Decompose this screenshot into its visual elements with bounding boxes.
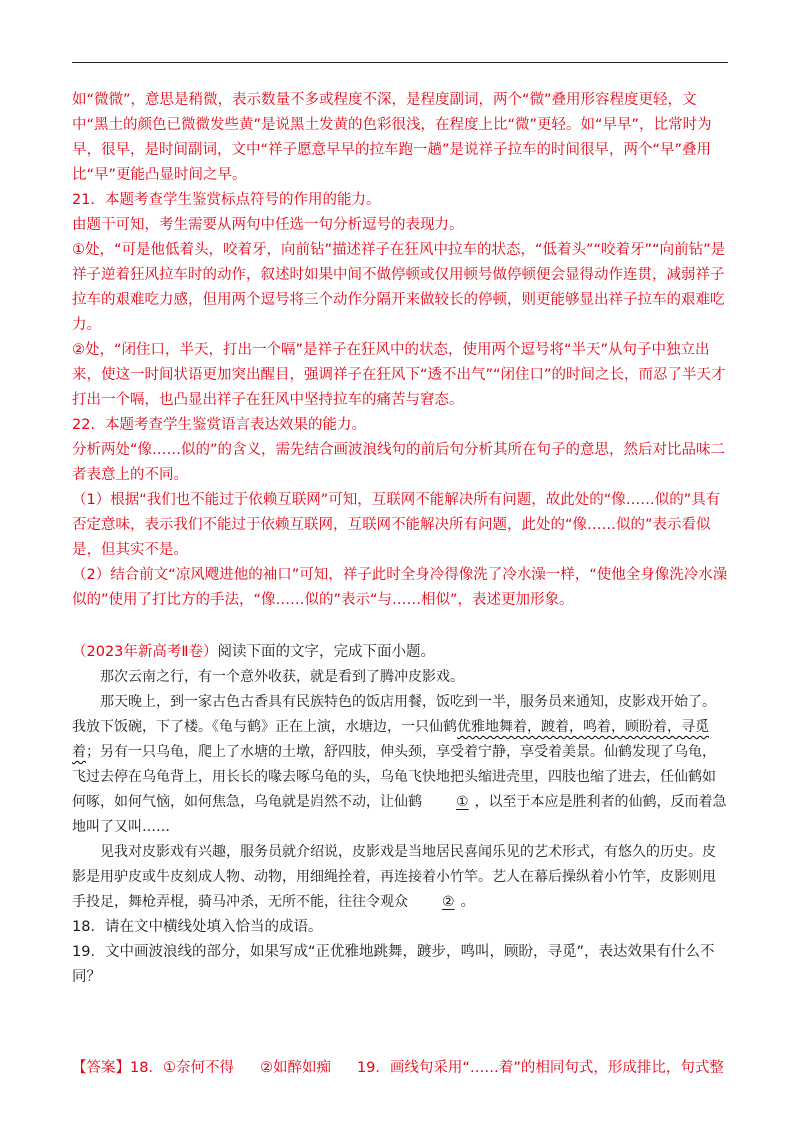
content-column [72, 88, 728, 1081]
question-instruction: 阅读下面的文字，完成下面小题。 [217, 644, 436, 660]
explanation-paragraph: ②处，“闭住口，半天，打出一个嗝”是祥子在狂风中的状态，使用两个逗号将“半天”从句子中独立出来，使这一时间状语更加突出醒目，强调祥子在狂风下“透不出气”“闭住口”的时间之长，而忍了半天才打出一个嗝，也凸显出祥子在狂风中坚持拉车的痛苦与窘态。 [72, 342, 726, 408]
explanation-paragraph: 由题干可知，考生需要从两句中任选一句分析逗号的表现力。 [72, 217, 464, 233]
answer-q18-number: 18． [130, 1060, 163, 1076]
header-rule [72, 62, 728, 63]
explanation-paragraph: ①处，“可是他低着头，咬着牙，向前钻”描述祥子在狂风中拉车的状态，“低着头”“咬着牙”“向前钻”是祥子逆着狂风拉车时的动作，叙述时如果中间不做停顿或仅用顿号做停顿便会显得动作连贯，减弱祥子拉车的艰难吃力感，但用两个逗号将三个动作分隔开来做较长的停顿，则更能够显出祥子拉车的艰难吃力。 [72, 242, 726, 333]
passage-paragraph-1: 那次云南之行，有一个意外收获，就是看到了腾冲皮影戏。 [100, 669, 464, 685]
question-18: 18．请在文中横线处填入恰当的成语。 [72, 919, 323, 935]
fill-blank-1: ① [456, 794, 469, 810]
question-intro [72, 640, 728, 665]
answer-18-item-1: ①奈何不得 [162, 1060, 234, 1076]
question-source: （2023年新高考Ⅱ卷） [72, 644, 218, 660]
passage-paragraph-2 [72, 690, 728, 840]
passage-text: ，以至于本应是胜利者的仙鹤，反而着急地叫了又叫…… [72, 794, 727, 835]
answer-19-text: 画线句采用“……着”的相同句式，形成排比，句式整 [389, 1060, 724, 1076]
fill-blank-2: ② [442, 894, 455, 910]
explanation-paragraph: 22．本题考查学生鉴赏语言表达效果的能力。 [72, 417, 366, 433]
explanation-paragraph: 21．本题考查学生鉴赏标点符号的作用的能力。 [72, 192, 381, 208]
answer-label: 【答案】 [72, 1060, 130, 1076]
question-19: 19．文中画波浪线的部分，如果写成“正优雅地跳舞，踱步，鸣叫，顾盼，寻觅”，表达效果有什么不同？ [72, 944, 715, 985]
passage-text: ；另有一只乌龟，爬上了水塘的土墩，舒四肢，伸头颈，享受着宁静，享受着美景。仙鹤发现了乌龟，飞过去停在乌龟背上，用长长的喙去啄乌龟的头，乌龟飞快地把头缩进壳里，四肢也缩了进去，任仙鹤如何啄，如何气恼，如何焦急，乌龟就是岿然不动，让仙鹤 [72, 744, 716, 810]
answer-line [72, 1056, 728, 1081]
explanation-paragraph: （1）根据“我们也不能过于依赖互联网”可知，互联网不能解决所有问题，故此处的“像……似的”具有否定意味，表示我们不能过于依赖互联网，互联网不能解决所有问题，此处的“像……似的”表示看似是，但其实不是。 [72, 492, 721, 558]
wavy-underlined-sentence: 优雅地舞着，踱着，鸣着，顾盼着，寻觅着 [72, 719, 709, 760]
passage-text: 。 [460, 894, 475, 910]
explanation-paragraph: （2）结合前文“凉风飕进他的袖口”可知，祥子此时全身冷得像洗了冷水澡一样，“使他全身像洗冷水澡似的”使用了打比方的手法，“像……似的”表示“与……相似”，表述更加形象。 [72, 567, 728, 608]
section-gap [72, 613, 728, 640]
explanation-paragraph: 分析两处“像……似的”的含义，需先结合画波浪线句的前后句分析其所在句子的意思，然后对比品味二者表意上的不同。 [72, 442, 726, 483]
answer-q19-number: 19． [356, 1060, 390, 1076]
passage-paragraph-3 [72, 840, 728, 915]
answer-18-item-2: ②如醉如痴 [259, 1060, 331, 1076]
explanation-paragraph: 如“微微”，意思是稍微，表示数量不多或程度不深，是程度副词，两个“微”叠用形容程度更轻，文中“黑土的颜色已微微发些黄”是说黑土发黄的色彩很浅，在程度上比“微”更轻。如“早早”，比常时为早，很早，是时间副词，文中“祥子愿意早早的拉车跑一趟”是说祥子拉车的时间很早，两个“早”叠用比“早”更能凸显时间之早。 [72, 92, 712, 183]
question-section [72, 640, 728, 990]
passage-text: 那天晚上，到一家古色古香具有民族特色的饭店用餐，饭吃到一半，服务员来通知，皮影戏开始了。我放下饭碗，下了楼。《龟与鹤》正在上演，水塘边，一只仙鹤 [72, 694, 716, 735]
explanation-section [72, 88, 728, 613]
passage-text: 见我对皮影戏有兴趣，服务员就介绍说，皮影戏是当地居民喜闻乐见的艺术形式，有悠久的历史。皮影是用驴皮或牛皮刻成人物、动物，用细绳拴着，再连接着小竹竿。艺人在幕后操纵着小竹竿，皮影则甩手投足，舞枪弄棍，骑马冲杀，无所不能，往往令观众 [72, 844, 716, 910]
